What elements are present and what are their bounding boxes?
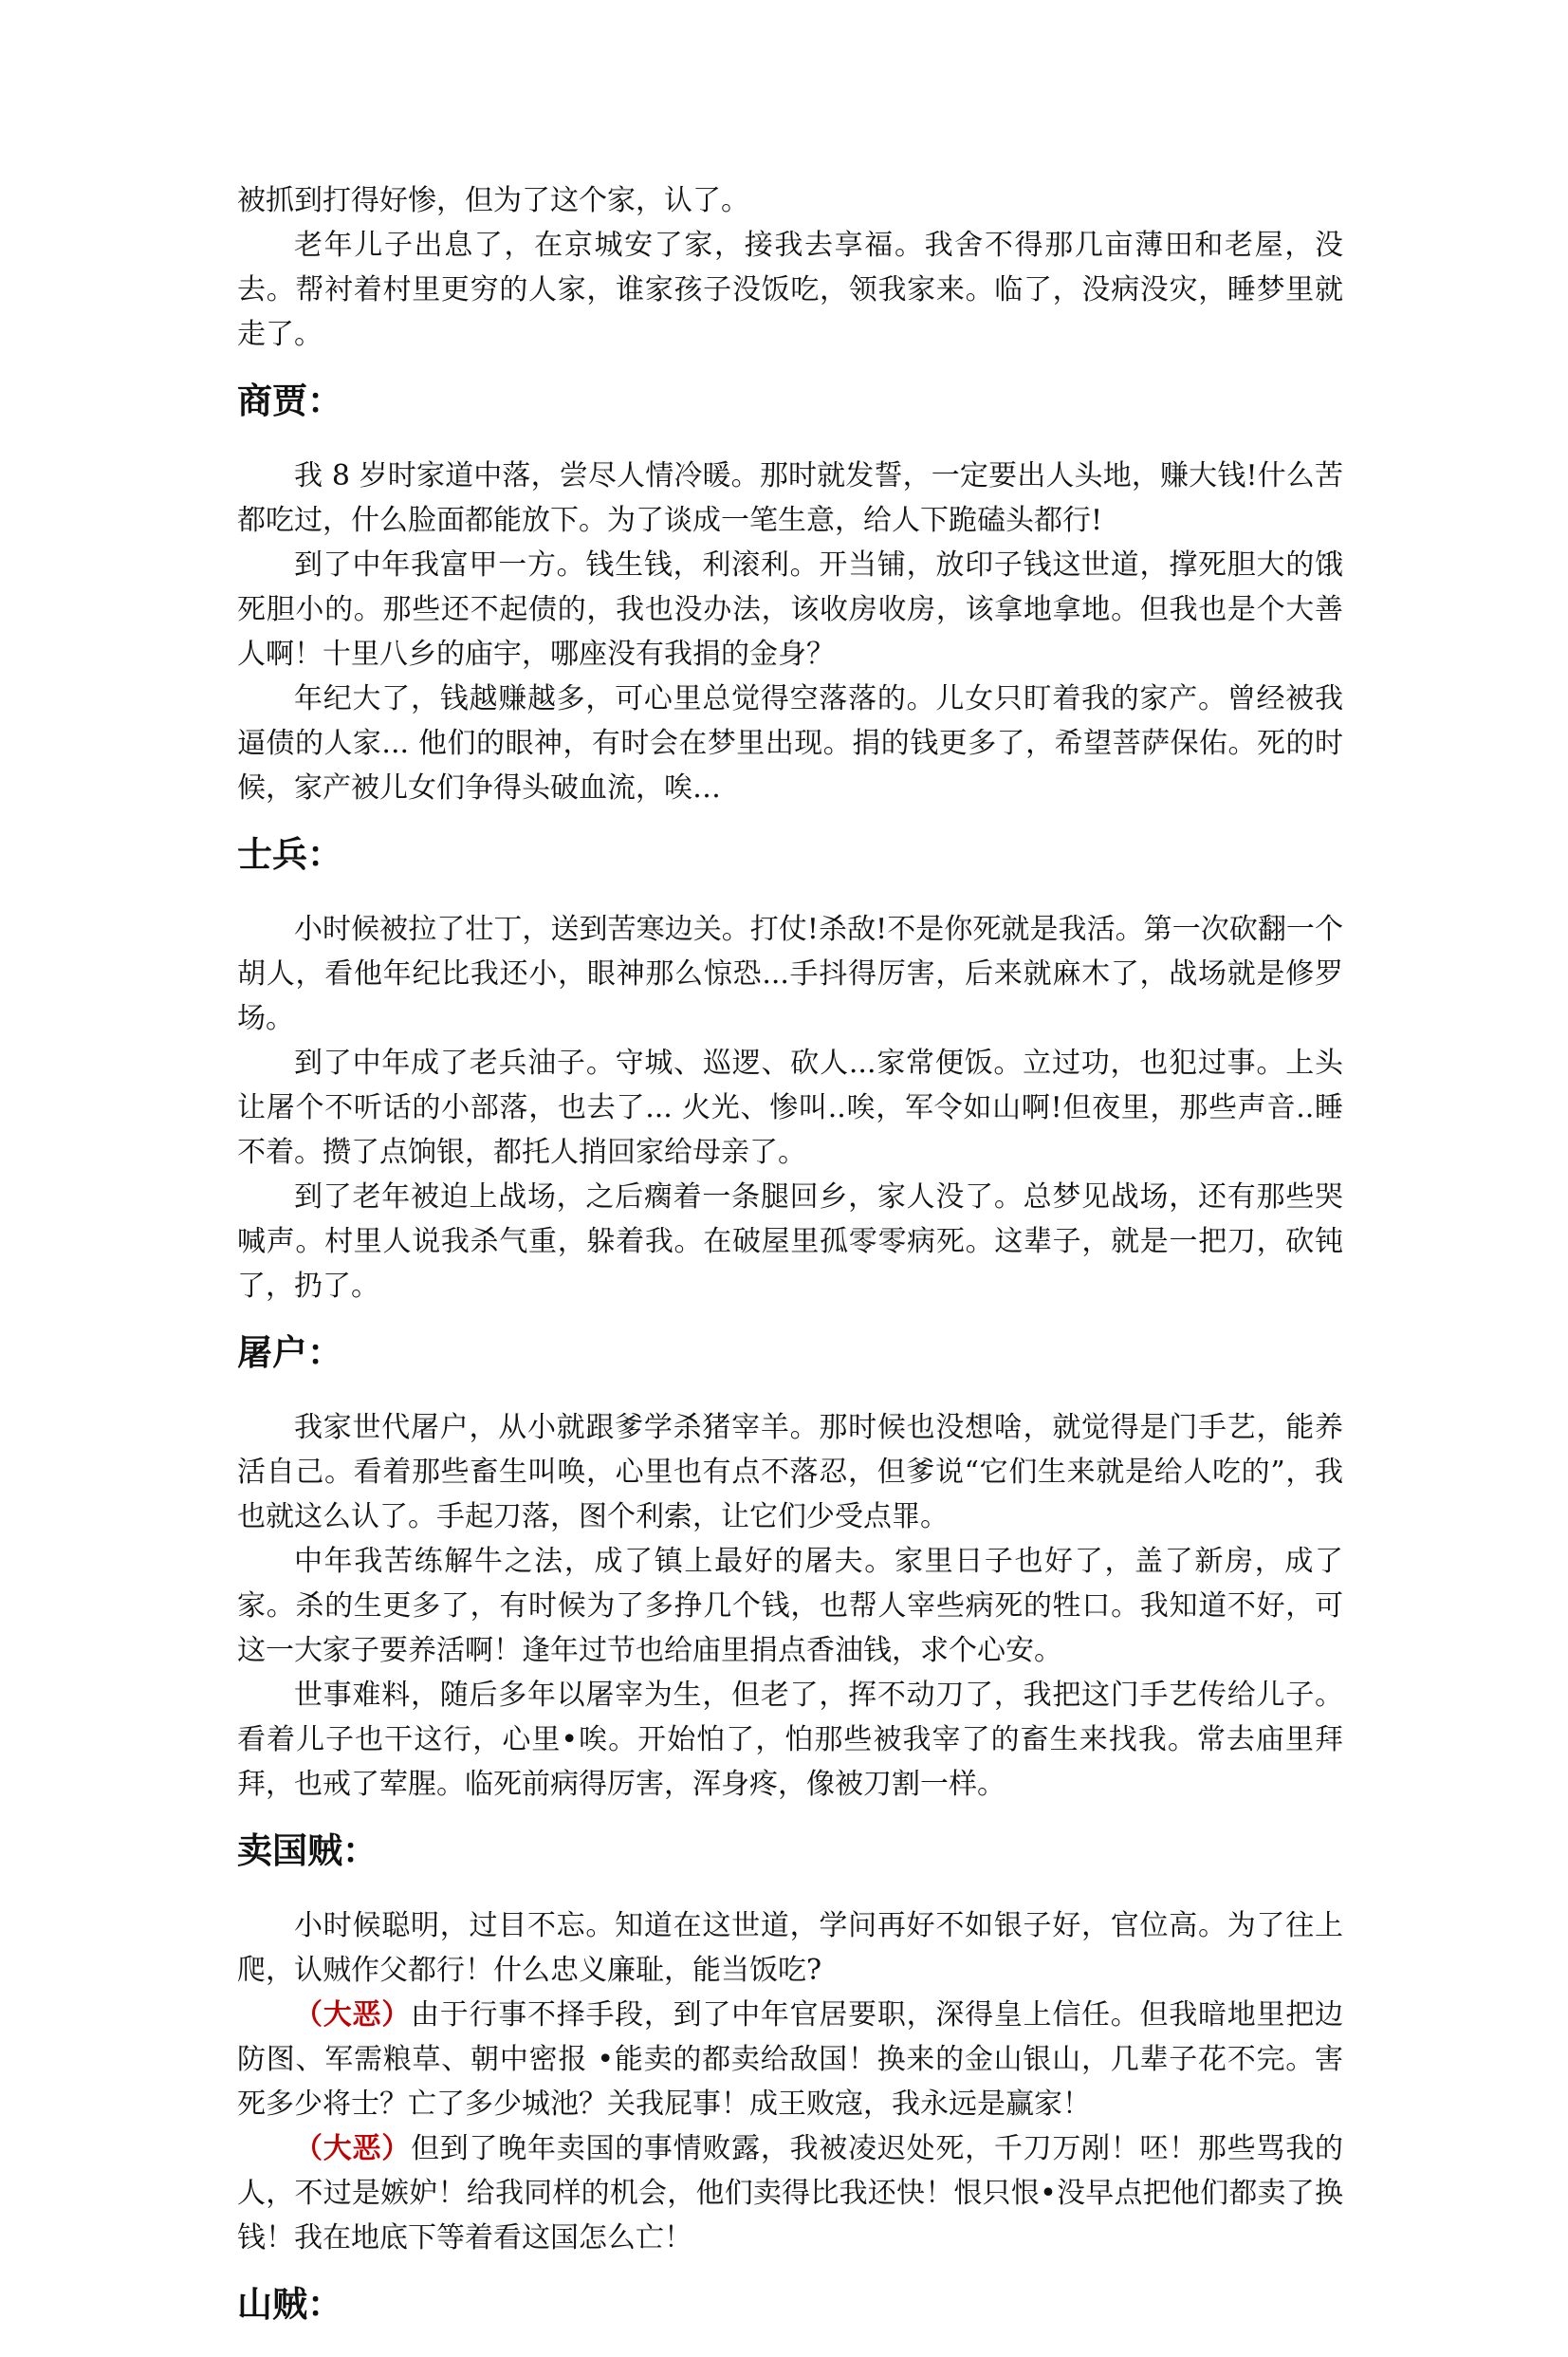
merchant-paragraph-2: 到了中年我富甲一方。钱生钱，利滚利。开当铺，放印子钱这世道，撑死胆大的饿死胆小的。那些还不起债的，我也没办法，该收房收房，该拿地拿地。但我也是个大善人啊！十里八乡的庙宇，哪座没有我捐的金身？ bbox=[237, 548, 1343, 671]
great-evil-tag: （大恶） bbox=[294, 2132, 411, 2165]
traitor-paragraph-1: 小时候聪明，过目不忘。知道在这世道，学问再好不如银子好，官位高。为了往上爬，认贼作父都行！什么忠义廉耻，能当饭吃? bbox=[237, 1909, 1343, 1987]
butcher-paragraph-3: 世事难料，随后多年以屠宰为生，但老了，挥不动刀了，我把这门手艺传给儿子。看着儿子也干这行，心里•唉。开始怕了，怕那些被我宰了的畜生来找我。常去庙里拜拜，也戒了荤腥。临死前病得厉害，浑身疼，像被刀割一样。 bbox=[237, 1679, 1343, 1801]
section-heading-traitor: 卖国贼： bbox=[237, 1830, 378, 1871]
intro-paragraph-1: 被抓到打得好惨，但为了这个家，认了。 bbox=[237, 184, 749, 217]
butcher-paragraph-1: 我家世代屠户，从小就跟爹学杀猪宰羊。那时候也没想啥，就觉得是门手艺，能养活自己。看着那些畜生叫唤，心里也有点不落忍，但爹说“它们生来就是给人吃的”，我也就这么认了。手起刀落，图个利索，让它们少受点罪。 bbox=[237, 1411, 1343, 1533]
great-evil-tag: （大恶） bbox=[294, 1998, 411, 2032]
traitor-paragraph-3 bbox=[237, 2126, 1343, 2260]
merchant-paragraph-3: 年纪大了，钱越赚越多，可心里总觉得空落落的。儿女只盯着我的家产。曾经被我逼债的人家... 他们的眼神，有时会在梦里出现。捐的钱更多了，希望菩萨保佑。死的时候，家产被儿女们争得头破血流，唉… bbox=[237, 682, 1343, 805]
traitor-paragraph-3-text: 但到了晚年卖国的事情败露，我被凌迟处死，千刀万剐！呸！那些骂我的人，不过是嫉妒！给我同样的机会，他们卖得比我还快！恨只恨•没早点把他们都卖了换钱！我在地底下等着看这国怎么亡！ bbox=[237, 2132, 1344, 2255]
butcher-paragraph-2: 中年我苦练解牛之法，成了镇上最好的屠夫。家里日子也好了，盖了新房，成了家。杀的生更多了，有时候为了多挣几个钱，也帮人宰些病死的牲口。我知道不好，可这一大家子要养活啊！逢年过节也给庙里捐点香油钱，求个心安。 bbox=[237, 1545, 1343, 1667]
traitor-paragraph-2-text: 由于行事不择手段，到了中年官居要职，深得皇上信任。但我暗地里把边防图、军需粮草、朝中密报 •能卖的都卖给敌国！换来的金山银山，几辈子花不完。害死多少将士？亡了多少城池？关我屁事！成王败寇，我永远是赢家！ bbox=[237, 1998, 1344, 2121]
section-heading-butcher: 屠户： bbox=[237, 1332, 342, 1373]
soldier-paragraph-3: 到了老年被迫上战场，之后瘸着一条腿回乡，家人没了。总梦见战场，还有那些哭喊声。村里人说我杀气重，躲着我。在破屋里孤零零病死。这辈子，就是一把刀，砍钝了，扔了。 bbox=[237, 1180, 1343, 1303]
section-heading-merchant: 商贾： bbox=[237, 380, 342, 421]
merchant-paragraph-1: 我 8 岁时家道中落，尝尽人情冷暖。那时就发誓，一定要出人头地，赚大钱!什么苦都吃过，什么脸面都能放下。为了谈成一笔生意，给人下跪磕头都行! bbox=[237, 459, 1343, 537]
section-heading-soldier: 士兵： bbox=[237, 834, 342, 875]
traitor-paragraph-2 bbox=[237, 1993, 1343, 2126]
soldier-paragraph-2: 到了中年成了老兵油子。守城、巡逻、砍人...家常便饭。立过功，也犯过事。上头让屠个不听话的小部落，也去了... 火光、惨叫..唉，军令如山啊!但夜里，那些声音..睡不着。攒了点饷银，都托人捎回家给母亲了。 bbox=[237, 1047, 1343, 1169]
soldier-paragraph-1: 小时候被拉了壮丁，送到苦寒边关。打仗!杀敌!不是你死就是我活。第一次砍翻一个胡人，看他年纪比我还小，眼神那么惊恐...手抖得厉害，后来就麻木了，战场就是修罗场。 bbox=[237, 913, 1343, 1035]
document-page bbox=[237, 178, 1343, 2357]
intro-paragraph-2: 老年儿子出息了，在京城安了家，接我去享福。我舍不得那几亩薄田和老屋，没去。帮衬着村里更穷的人家，谁家孩子没饭吃，领我家来。临了，没病没灾，睡梦里就走了。 bbox=[237, 229, 1343, 351]
section-heading-bandit: 山贼： bbox=[237, 2284, 342, 2325]
